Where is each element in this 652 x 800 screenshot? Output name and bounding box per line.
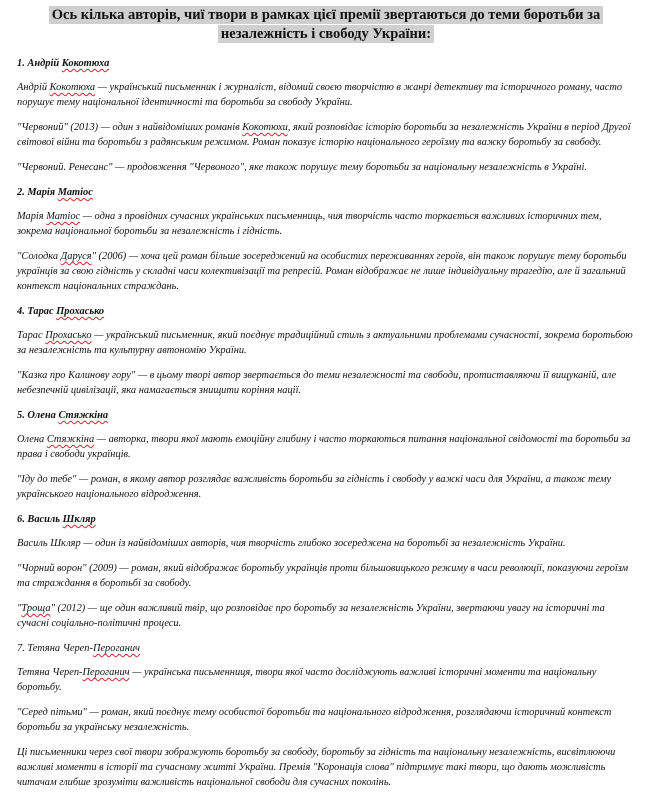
paragraph-text: Тетяна Череп- bbox=[17, 667, 83, 678]
paragraph-text: "Червоний" (2013) — один з найвідоміших романів bbox=[17, 122, 243, 133]
paragraph-text: — одна з провідних сучасних українських письменниць, чия творчість часто торкається важливих історичних тем, зокрема національної боротьби за незалежність і гідність. bbox=[17, 211, 602, 237]
paragraph-text: "Чорний ворон" (2009) — роман, який відображає боротьбу українців проти більшовицького режиму в часи революції, показуючи героїзм та страждання в боротьбі за свободу. bbox=[17, 563, 629, 589]
author-heading bbox=[17, 185, 637, 200]
author-heading bbox=[17, 408, 637, 423]
spellcheck-word: Прохасько bbox=[45, 330, 92, 341]
paragraph-text: "Серед пітьми" — роман, який поєднує тему особистої боротьби та національного відродження, розглядаючи історичний контекст боротьби за українську незалежність. bbox=[17, 707, 612, 733]
spellcheck-word: Матіос bbox=[46, 211, 81, 222]
author-heading-first: Василь bbox=[27, 514, 61, 525]
author-heading-number: 5. bbox=[17, 410, 25, 421]
paragraph bbox=[17, 328, 637, 358]
paragraph bbox=[17, 536, 637, 551]
spellcheck-word: Даруся bbox=[60, 251, 92, 262]
author-heading-first: Тетяна Череп- bbox=[27, 643, 93, 654]
author-heading-last: Кокотюха bbox=[61, 58, 110, 69]
paragraph bbox=[17, 665, 637, 695]
page-title: Ось кілька авторів, чиї твори в рамках цієї премії звертаються до теми боротьби за незалежність і свободу України: bbox=[49, 6, 604, 43]
author-heading-number: 4. bbox=[17, 306, 25, 317]
paragraph-text: " (2006) — хоча цей роман більше зосереджений на особистих переживаннях героїв, він також порушує тему боротьби українців за свою гідність у складні часи колективізації та репресій. Роман відображає не лише індивідуальну трагедію, але й загальний контекст національних страждань. bbox=[17, 251, 627, 292]
paragraph-text: "Червоний. Ренесанс" — продовження "Червоного", яке також порушує тему боротьби за національну незалежність в Україні. bbox=[17, 162, 587, 173]
spellcheck-word: Троща bbox=[21, 603, 51, 614]
paragraph bbox=[17, 601, 637, 631]
paragraph-text: Тарас bbox=[17, 330, 46, 341]
paragraph bbox=[17, 705, 637, 735]
paragraph-text: Василь Шкляр — один із найвідоміших авторів, чия творчість глибоко зосереджена на боротьбі за незалежність України. bbox=[17, 538, 566, 549]
paragraph-text: "Казка про Калинову гору" — в цьому творі автор звертається до теми незалежності та свободи, протиставляючи її вищуканій, але небезпечній цивілізації, яка намагається знищити коріння нації. bbox=[17, 370, 617, 396]
paragraph-text: — українська письменниця, твори якої часто досліджують важливі історичні моменти та національну боротьбу. bbox=[17, 667, 597, 693]
author-heading-first: Марія bbox=[27, 187, 56, 198]
paragraph-text: — авторка, твори якої мають емоційну глибину і часто торкаються питання національної свідомості та боротьби за права і свободи українців. bbox=[17, 434, 631, 460]
paragraph bbox=[17, 160, 637, 175]
author-heading-last: Пероганич bbox=[92, 643, 140, 654]
author-heading-last: Шкляр bbox=[62, 514, 96, 525]
title-block bbox=[0, 0, 652, 44]
paragraph bbox=[17, 472, 637, 502]
paragraph bbox=[17, 209, 637, 239]
author-heading bbox=[17, 641, 637, 656]
author-heading-first: Андрій bbox=[27, 58, 60, 69]
spellcheck-word: Пероганич bbox=[82, 667, 130, 678]
author-heading-last: Стяжкіна bbox=[58, 410, 109, 421]
paragraph-text: — український письменник і журналіст, відомий своєю творчістю в жанрі детективу та історичного роману, часто порушує тему національної ідентичності та боротьби за свободу України. bbox=[17, 82, 623, 108]
author-heading-number: 7. bbox=[17, 643, 25, 654]
author-heading bbox=[17, 304, 637, 319]
paragraph-text: Андрій bbox=[17, 82, 50, 93]
paragraph-text: " (2012) — ще один важливий твір, що розповідає про боротьбу за незалежність України, звертаючи увагу на історичні та сучасні соціально-політичні процеси. bbox=[17, 603, 605, 629]
author-heading-last: Матіос bbox=[57, 187, 93, 198]
author-heading-number: 2. bbox=[17, 187, 25, 198]
spellcheck-word: Кокотюхи bbox=[242, 122, 288, 133]
paragraph-text: "Іду до тебе" — роман, в якому автор розглядає важливість боротьби за гідність і свободу у важкі часи для України, а також тему українського національного відродження. bbox=[17, 474, 612, 500]
spellcheck-word: Стяжкіна bbox=[46, 434, 95, 445]
paragraph bbox=[17, 249, 637, 294]
author-heading-number: 1. bbox=[17, 58, 25, 69]
paragraph-text: " bbox=[17, 603, 22, 614]
paragraph bbox=[17, 120, 637, 150]
paragraph bbox=[17, 80, 637, 110]
paragraph-text: Олена bbox=[17, 434, 47, 445]
paragraph-text: "Солодка bbox=[17, 251, 61, 262]
author-heading-first: Олена bbox=[27, 410, 56, 421]
spellcheck-word: Кокотюха bbox=[49, 82, 96, 93]
author-heading-first: Тарас bbox=[27, 306, 54, 317]
document-body bbox=[17, 56, 637, 800]
paragraph bbox=[17, 561, 637, 591]
author-heading-last: Прохасько bbox=[56, 306, 105, 317]
paragraph-text: — український письменник, який поєднує традиційний стиль з актуальними проблемами сучасності, зокрема боротьбою за незалежність та культурну автономію України. bbox=[17, 330, 633, 356]
author-heading bbox=[17, 512, 637, 527]
conclusion-paragraph: Ці письменники через свої твори зображують боротьбу за свободу, боротьбу за гідність та національну незалежність, висвітлюючи важливі моменти в історії та сучасному житті України. Премія "Коронація слова" підтримує такі твори, що дають можливість читачам глибше зрозуміти важливість національної свободи для сучасних поколінь. bbox=[17, 747, 616, 788]
author-heading bbox=[17, 56, 637, 71]
paragraph-text: , який розповідає історію боротьби за незалежність України в період Другої світової війни та боротьби з радянським режимом. Роман показує історію національного героїзму та важку боротьбу за свободу. bbox=[17, 122, 631, 148]
author-heading-number: 6. bbox=[17, 514, 25, 525]
paragraph bbox=[17, 368, 637, 398]
paragraph-text: Марія bbox=[17, 211, 47, 222]
paragraph bbox=[17, 432, 637, 462]
